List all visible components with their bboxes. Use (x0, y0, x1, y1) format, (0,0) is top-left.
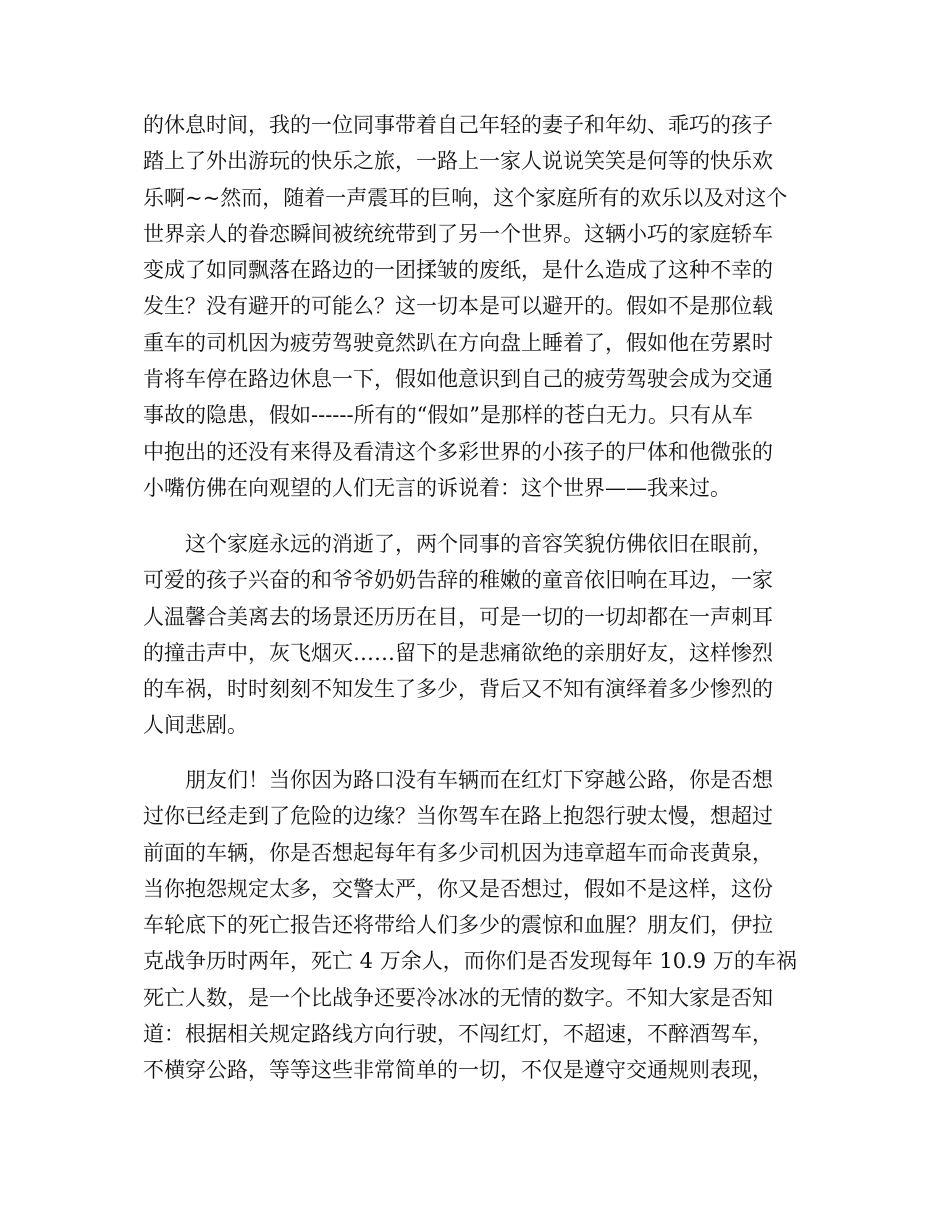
text-line: 道：根据相关规定路线方向行驶，不闯红灯，不超速，不醉酒驾车， (143, 1022, 773, 1047)
text-line: 变成了如同飘落在路边的一团揉皱的废纸，是什么造成了这种不幸的 (143, 258, 773, 283)
text-line: 的休息时间，我的一位同事带着自己年轻的妻子和年幼、乖巧的孩子 (143, 113, 773, 137)
text-line: 中抱出的还没有来得及看清这个多彩世界的小孩子的尸体和他微张的 (143, 439, 773, 464)
text-line: 朋友们！当你因为路口没有车辆而在红灯下穿越公路，你是否想 (185, 768, 773, 792)
text-line: 不横穿公路，等等这些非常简单的一切，不仅是遵守交通规则表现， (143, 1058, 773, 1083)
text-line: 这个家庭永远的消逝了，两个同事的音容笑貌仿佛依旧在眼前， (185, 532, 773, 556)
text-line: 过你已经走到了危险的边缘？当你驾车在路上抱怨行驶太慢，想超过 (143, 804, 773, 829)
text-line: 车轮底下的死亡报告还将带给人们多少的震惊和血腥？朋友们，伊拉 (143, 913, 773, 938)
text-line: 小嘴仿佛在向观望的人们无言的诉说着：这个世界——我来过。 (143, 475, 731, 500)
text-line: 踏上了外出游玩的快乐之旅，一路上一家人说说笑笑是何等的快乐欢 (143, 149, 773, 174)
text-line: 人间悲剧。 (143, 713, 248, 738)
text-line: 死亡人数，是一个比战争还要冷冰冰的无情的数字。不知大家是否知 (143, 985, 773, 1010)
text-line: 的车祸，时时刻刻不知发生了多少，背后又不知有演绎着多少惨烈的 (143, 677, 773, 702)
text-line: 发生？没有避开的可能么？这一切本是可以避开的。假如不是那位载 (143, 294, 773, 319)
paragraph-3 (143, 762, 808, 1089)
text-line: 前面的车辆，你是否想起每年有多少司机因为违章超车而命丧黄泉， (143, 840, 773, 865)
text-line: 乐啊~~然而，随着一声震耳的巨响，这个家庭所有的欢乐以及对这个 (143, 185, 788, 210)
text-line: 可爱的孩子兴奋的和爷爷奶奶告辞的稚嫩的童音依旧响在耳边，一家 (143, 568, 773, 593)
text-line: 重车的司机因为疲劳驾驶竟然趴在方向盘上睡着了，假如他在劳累时 (143, 330, 773, 355)
text-line: 事故的隐患，假如------所有的“假如”是那样的苍白无力。只有从车 (143, 403, 754, 428)
text-line: 人温馨合美离去的场景还历历在目，可是一切的一切却都在一声刺耳 (143, 604, 773, 629)
paragraph-2 (143, 526, 808, 744)
text-line: 的撞击声中，灰飞烟灭……留下的是悲痛欲绝的亲朋好友，这样惨烈 (143, 640, 773, 665)
text-line: 肯将车停在路边休息一下，假如他意识到自己的疲劳驾驶会成为交通 (143, 367, 773, 392)
text-line: 当你抱怨规定太多，交警太严，你又是否想过，假如不是这样，这份 (143, 876, 773, 901)
paragraph-1 (143, 107, 808, 506)
text-line: 世界亲人的眷恋瞬间被统统带到了另一个世界。这辆小巧的家庭轿车 (143, 221, 773, 246)
text-line: 克战争历时两年，死亡 4 万余人，而你们是否发现每年 10.9 万的车祸 (143, 949, 797, 974)
